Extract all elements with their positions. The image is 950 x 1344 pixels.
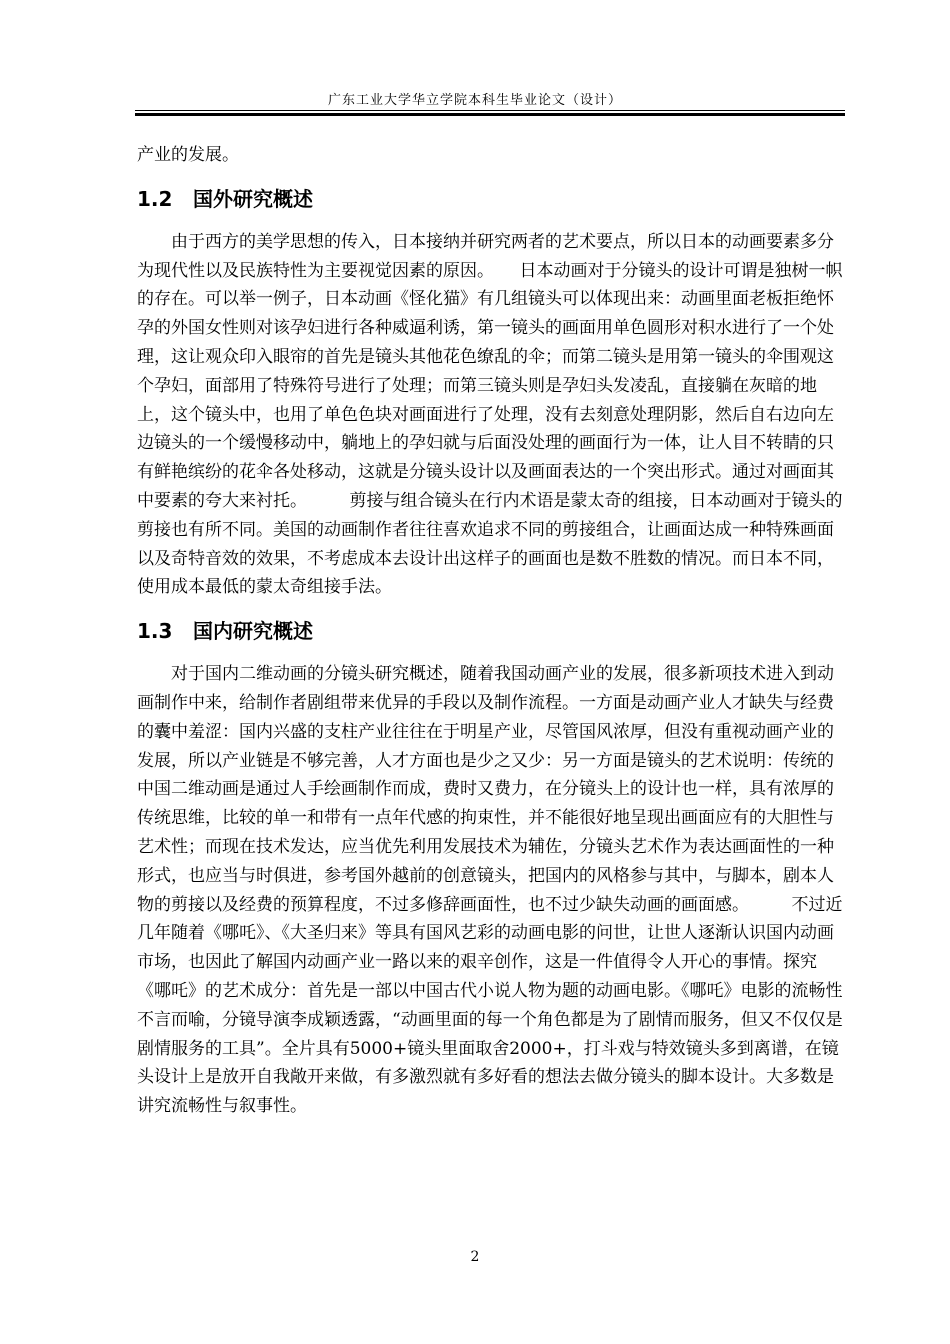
running-header: 广东工业大学华立学院本科生毕业论文（设计） xyxy=(327,93,622,108)
section-1-3-paragraph: 对于国内二维动画的分镜头研究概述，随着我国动画产业的发展，很多新项技术进入到动画制作中来，给制作者剧组带来优异的手段以及制作流程。一方面是动画产业人才缺失与经费的囊中羞涩：国内兴盛的支柱产业往往在于明星产业，尽管国风浓厚，但没有重视动画产业的发展，所以产业链是不够完善，人才方面也是少之又少：另一方面是镜头的艺术说明：传统的中国二维动画是通过人手绘画制作而成，费时又费力，在分镜头上的设计也一样，具有浓厚的传统思维，比较的单一和带有一点年代感的拘束性，并不能很好地呈现出画面应有的大胆性与艺术性；而现在技术发达，应当优先利用发展技术为辅佐，分镜头艺术作为表达画面性的一种形式，也应当与时俱进，参考国外越前的创意镜头，把国内的风格参与其中，与脚本，剧本人物的剪接以及经费的预算程度，不过多修辞画面性，也不过少缺失动画的画面感。 不过近几年随着《哪吒》、《大圣归来》等具有国风艺彩的动画电影的问世，让世人逐渐认识国内动画市场，也因此了解国内动画产业一路以来的艰辛创作，这是一件值得令人开心的事情。探究《哪吒》的艺术成分：首先是一部以中国古代小说人物为题的动画电影。《哪吒》电影的流畅性不言而喻，分镜导演李成颖透露，“动画里面的每一个角色都是为了剧情而服务，但又不仅仅是剧情服务的工具”。全片具有5000+镜头里面取舍2000+，打斗戏与特效镜头多到离谱，在镜头设计上是放开自我敞开来做，有多激烈就有多好看的想法去做分镜头的脚本设计。大多数是讲究流畅性与叙事性。 xyxy=(137,664,843,1117)
page-number: 2 xyxy=(470,1249,480,1265)
intro-line: 产业的发展。 xyxy=(137,145,239,165)
section-number: 1.2 xyxy=(137,186,173,211)
section-heading-1-3 xyxy=(137,616,847,646)
section-number: 1.3 xyxy=(137,619,173,644)
section-1-2-paragraph: 由于西方的美学思想的传入，日本接纳并研究两者的艺术要点，所以日本的动画要素多分为现代性以及民族特性为主要视觉因素的原因。 日本动画对于分镜头的设计可谓是独树一帜的存在。可以举一例子，日本动画《怪化猫》有几组镜头可以体现出来：动画里面老板拒绝怀孕的外国女性则对该孕妇进行各种威逼利诱，第一镜头的画面用单色圆形对积水进行了一个处理，这让观众印入眼帘的首先是镜头其他花色缭乱的伞；而第二镜头是用第一镜头的伞围观这个孕妇，面部用了特殊符号进行了处理；而第三镜头则是孕妇头发凌乱，直接躺在灰暗的地上，这个镜头中，也用了单色色块对画面进行了处理，没有去刻意处理阴影，然后自右边向左边镜头的一个缓慢移动中，躺地上的孕妇就与后面没处理的画面行为一体，让人目不转睛的只有鲜艳缤纷的花伞各处移动，这就是分镜头设计以及画面表达的一个突出形式。通过对画面其中要素的夸大来衬托。 剪接与组合镜头在行内术语是蒙太奇的组接，日本动画对于镜头的剪接也有所不同。美国的动画制作者往往喜欢追求不同的剪接组合，让画面达成一种特殊画面以及奇特音效的效果，不考虑成本去设计出这样子的画面也是数不胜数的情况。而日本不同，使用成本最低的蒙太奇组接手法。 xyxy=(137,231,843,598)
section-title: 国内研究概述 xyxy=(193,619,313,644)
section-title: 国外研究概述 xyxy=(193,186,313,211)
page-body xyxy=(137,141,847,1121)
header-rule-thin xyxy=(135,110,845,111)
header-rule-thick xyxy=(135,113,845,116)
section-heading-1-2 xyxy=(137,184,847,214)
